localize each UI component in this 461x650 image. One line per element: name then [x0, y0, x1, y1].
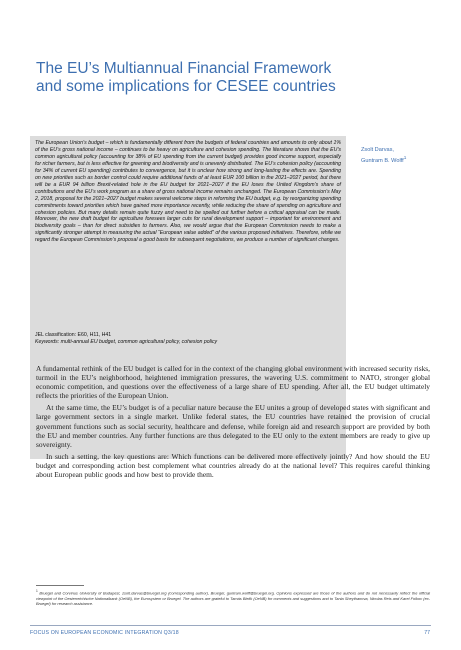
body-paragraph-1: A fundamental rethink of the EU budget is called for in the context of the changing global environment with increased security risks, turmoil in the EU’s neighborhood, heightened immigration pressures, the wavering U.S. commitment to NATO, stronger global economic competition, and questions over the effectiveness of a large share of EU spending. After all, the EU budget ultimately reflects the priorities of the European Union.: [36, 364, 430, 401]
footnote-marker: 1: [36, 589, 38, 593]
paper-title: [36, 60, 396, 96]
body-paragraph-3: In such a setting, the key questions are: Which functions can be delivered more effectively jointly? And how should the EU budget and corresponding action best complement what countries already do at the national level? This requires careful thinking about European public goods and how best to provide them.: [36, 451, 430, 480]
footnote-divider: [36, 585, 84, 586]
title-line-2: and some implications for CESEE countries: [36, 78, 336, 95]
body-text: [36, 364, 430, 482]
running-footer: FOCUS ON EUROPEAN ECONOMIC INTEGRATION Q3/18: [30, 630, 179, 636]
footnote-text: Bruegel and Corvinus University of Budapest, zsolt.darvas@bruegel.org (corresponding author), Bruegel, guntram.wolff@bruegel.org. Opinions expressed are those of the authors and do not necessarily reflect the official viewpoint of the Oesterreichische Nationalbank (OeNB), the Eurosystem or Bruegel. The authors are grateful to Tamás Bielik (OeNB) for comments and suggestions and to Tania Sheythanova, Nicolas Reis and Karel Folkov (ex-Bruegel) for research assistance.: [36, 590, 430, 606]
footnote: [36, 589, 430, 606]
author-2: Guntram B. Wolff$^1$: [361, 155, 407, 164]
keywords-line: [35, 339, 341, 346]
footer-divider: [30, 625, 431, 626]
jel-codes: E60, H11, H41: [77, 332, 112, 338]
abstract-text: The European Union’s budget – which is fundamentally different from the budgets of federal countries and amounts to only about 1% of the EU’s gross national income – continues to be heavy on agriculture and cohesion spending. The literature shows that the EU’s common agricultural policy (accounting for 38% of EU spending from the current budget) provides good income support, especially for richer farmers, but is less effective for greening and biodiversity and is unevenly distributed. The EU’s cohesion policy (accounting for 34% of current EU spending) contributes to convergence, but it is unclear how strong and long-lasting the effects are. Spending on new priorities such as border control could require additional funds of at least EUR 100 billion in the 2021–2027 period, but there will be a EUR 94 billion Brexit-related hole in the EU budget for 2021–2027 if the EU loses the United Kingdom’s share of contributions and the EU’s work program as a share of gross national income remains unchanged. The European Commission’s May 2, 2018, proposal for the 2021–2027 budget makes several welcome steps in reforming the EU budget, e.g. by reorganizing spending commitments toward priorities which have gained more importance recently, while reducing the share of spending on agriculture and cohesion policies. But many details remain quite fuzzy and need to be spelled out further before a critical appraisal can be made. Moreover, the new draft budget for agriculture foresees larger cuts for rural development support – important for environment and biodiversity goals – than for direct subsidies to farmers. Also, we would argue that the European Commission needs to make a significantly stronger attempt in measuring the actual “European value added” of the various proposed initiatives. Therefore, while we regard the European Commission’s proposal a good basis for subsequent negotiations, we produce a number of significant changes.: [35, 140, 341, 244]
author-1: Zsolt Darvas,: [361, 147, 394, 153]
authors: [361, 146, 451, 165]
keywords-label: Keywords:: [35, 339, 60, 345]
jel-keywords: [35, 332, 341, 346]
jel-label: JEL classification:: [35, 332, 77, 338]
author-footnote-marker: 1: [403, 155, 407, 160]
jel-line: [35, 332, 341, 339]
keywords-text: multi-annual EU budget, common agricultural policy, cohesion policy: [60, 339, 218, 345]
page-number: 77: [424, 630, 430, 636]
body-paragraph-2: At the same time, the EU’s budget is of a peculiar nature because the EU unites a group of developed states with significant and large government sectors in a single market. Unlike federal states, the EU countries have retained the provision of crucial government functions such as social security, healthcare and defense, while foreign aid and research support are provided by both the EU and member countries. Any further functions are thus delegated to the EU only to the extent members are ready to give up sovereignty.: [36, 403, 430, 449]
title-line-1: The EU’s Multiannual Financial Framework: [36, 60, 332, 77]
